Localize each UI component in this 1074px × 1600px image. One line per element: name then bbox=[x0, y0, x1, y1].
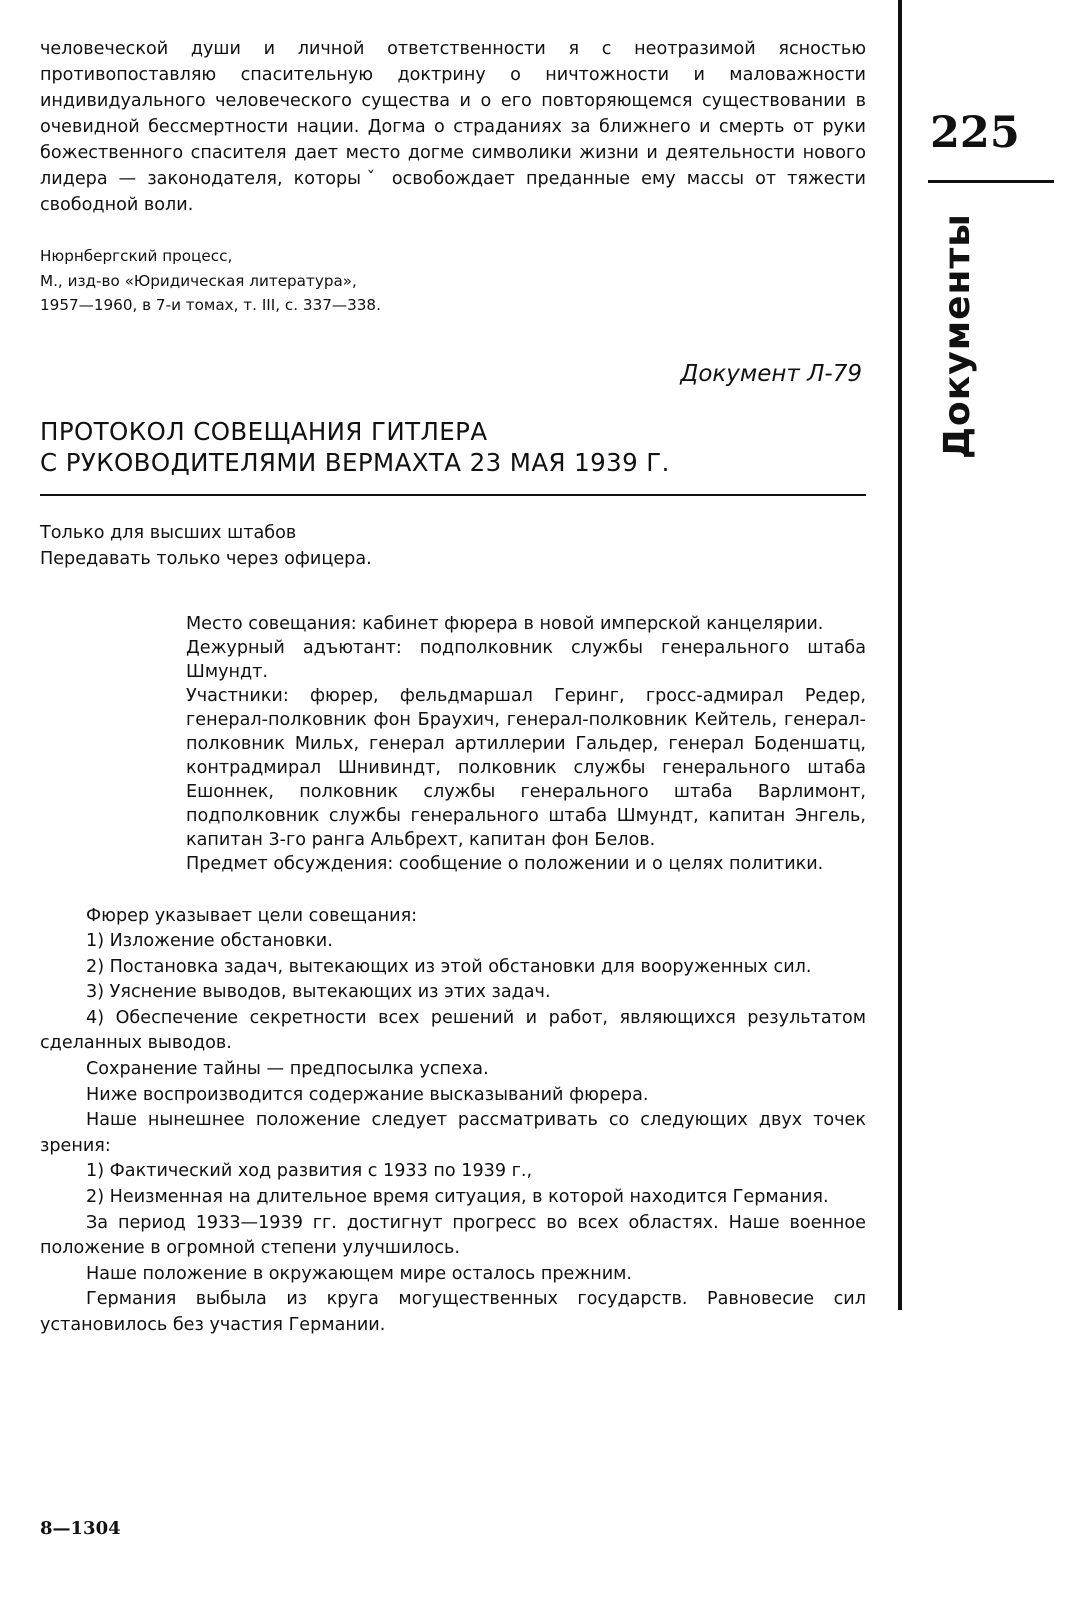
body-paragraph: Наше нынешнее положение следует рассматривать со следующих двух точек зрения: bbox=[40, 1110, 866, 1156]
body-paragraph: 3) Уяснение выводов, вытекающих из этих задач. bbox=[86, 982, 551, 1003]
page-number: 225 bbox=[930, 108, 1020, 158]
classification-line: Только для высших штабов bbox=[40, 522, 297, 543]
body-paragraph: За период 1933—1939 гг. достигнут прогресс во всех областях. Наше военное положение в огромной степени улучшилось. bbox=[40, 1212, 866, 1259]
meeting-details bbox=[186, 612, 866, 876]
source-citation bbox=[40, 244, 866, 318]
body-paragraph: 1) Изложение обстановки. bbox=[86, 931, 333, 952]
intro-paragraph: человеческой души и личной ответственности я с неотразимой ясностью противопоставляю спасительную доктрину о ничтожности и маловажности индивидуального человеческого существа и о его повторяющемся существовании в очевидной бессмертности нации. Догма о страданиях за ближнего и смерть от руки божественного спасителя дает место догме символики жизни и деятельности нового лидера — законодателя, которыˇ освобождает преданные ему массы от тяжести свободной воли. bbox=[40, 39, 866, 215]
body-paragraph: Наше положение в окружающем мире осталось прежним. bbox=[86, 1263, 633, 1284]
main-column bbox=[40, 36, 866, 1339]
classification-note bbox=[40, 520, 866, 572]
document-label: Документ Л-79 bbox=[680, 360, 862, 387]
margin-vertical-rule bbox=[898, 0, 902, 1310]
meeting-adjutant: Дежурный адъютант: подполковник службы генерального штаба Шмундт. bbox=[186, 637, 866, 682]
meeting-subject: Предмет обсуждения: сообщение о положении и о целях политики. bbox=[186, 853, 824, 874]
source-line: М., изд-во «Юридическая литература», bbox=[40, 271, 357, 290]
body-paragraph: Ниже воспроизводится содержание высказываний фюрера. bbox=[86, 1084, 649, 1105]
body-paragraph: 2) Неизменная на длительное время ситуация, в которой находится Германия. bbox=[86, 1187, 829, 1208]
body-text bbox=[40, 904, 866, 1339]
page-number-rule bbox=[928, 180, 1054, 183]
classification-line: Передавать только через офицера. bbox=[40, 548, 372, 569]
title-line: С РУКОВОДИТЕЛЯМИ ВЕРМАХТА 23 МАЯ 1939 Г. bbox=[40, 447, 670, 477]
title-rule bbox=[40, 494, 866, 496]
printer-signature: 8—1304 bbox=[40, 1518, 121, 1539]
document-title bbox=[40, 416, 866, 478]
section-label: Документы bbox=[937, 213, 978, 459]
body-paragraph: 4) Обеспечение секретности всех решений и работ, являющихся результатом сделанных выводов. bbox=[40, 1007, 866, 1054]
body-paragraph: Фюрер указывает цели совещания: bbox=[86, 905, 418, 926]
source-line: 1957—1960, в 7-и томах, т. III, с. 337—338. bbox=[40, 296, 381, 314]
meeting-place: Место совещания: кабинет фюрера в новой имперской канцелярии. bbox=[186, 613, 824, 634]
body-paragraph: Сохранение тайны — предпосылка успеха. bbox=[86, 1059, 489, 1080]
title-line: ПРОТОКОЛ СОВЕЩАНИЯ ГИТЛЕРА bbox=[40, 416, 488, 446]
body-paragraph: 1) Фактический ход развития с 1933 по 1939 г., bbox=[86, 1161, 533, 1182]
body-paragraph: 2) Постановка задач, вытекающих из этой обстановки для вооруженных сил. bbox=[86, 956, 812, 977]
body-paragraph: Германия выбыла из круга могущественных государств. Равновесие сил установилось без участия Германии. bbox=[40, 1289, 866, 1335]
meeting-participants: Участники: фюрер, фельдмаршал Геринг, гросс-адмирал Редер, генерал-полковник фон Браухич, генерал-полковник Кейтель, генерал-полковник Мильх, генерал артиллерии Гальдер, генерал Боденшатц, контрадмирал Шнивиндт, полковник службы генерального штаба Ешоннек, полковник службы генерального штаба Варлимонт, подполковник службы генерального штаба Шмундт, капитан Энгель, капитан 3-го ранга Альбрехт, капитан фон Белов. bbox=[186, 685, 866, 850]
source-line: Нюрнбергский процесс, bbox=[40, 247, 233, 265]
